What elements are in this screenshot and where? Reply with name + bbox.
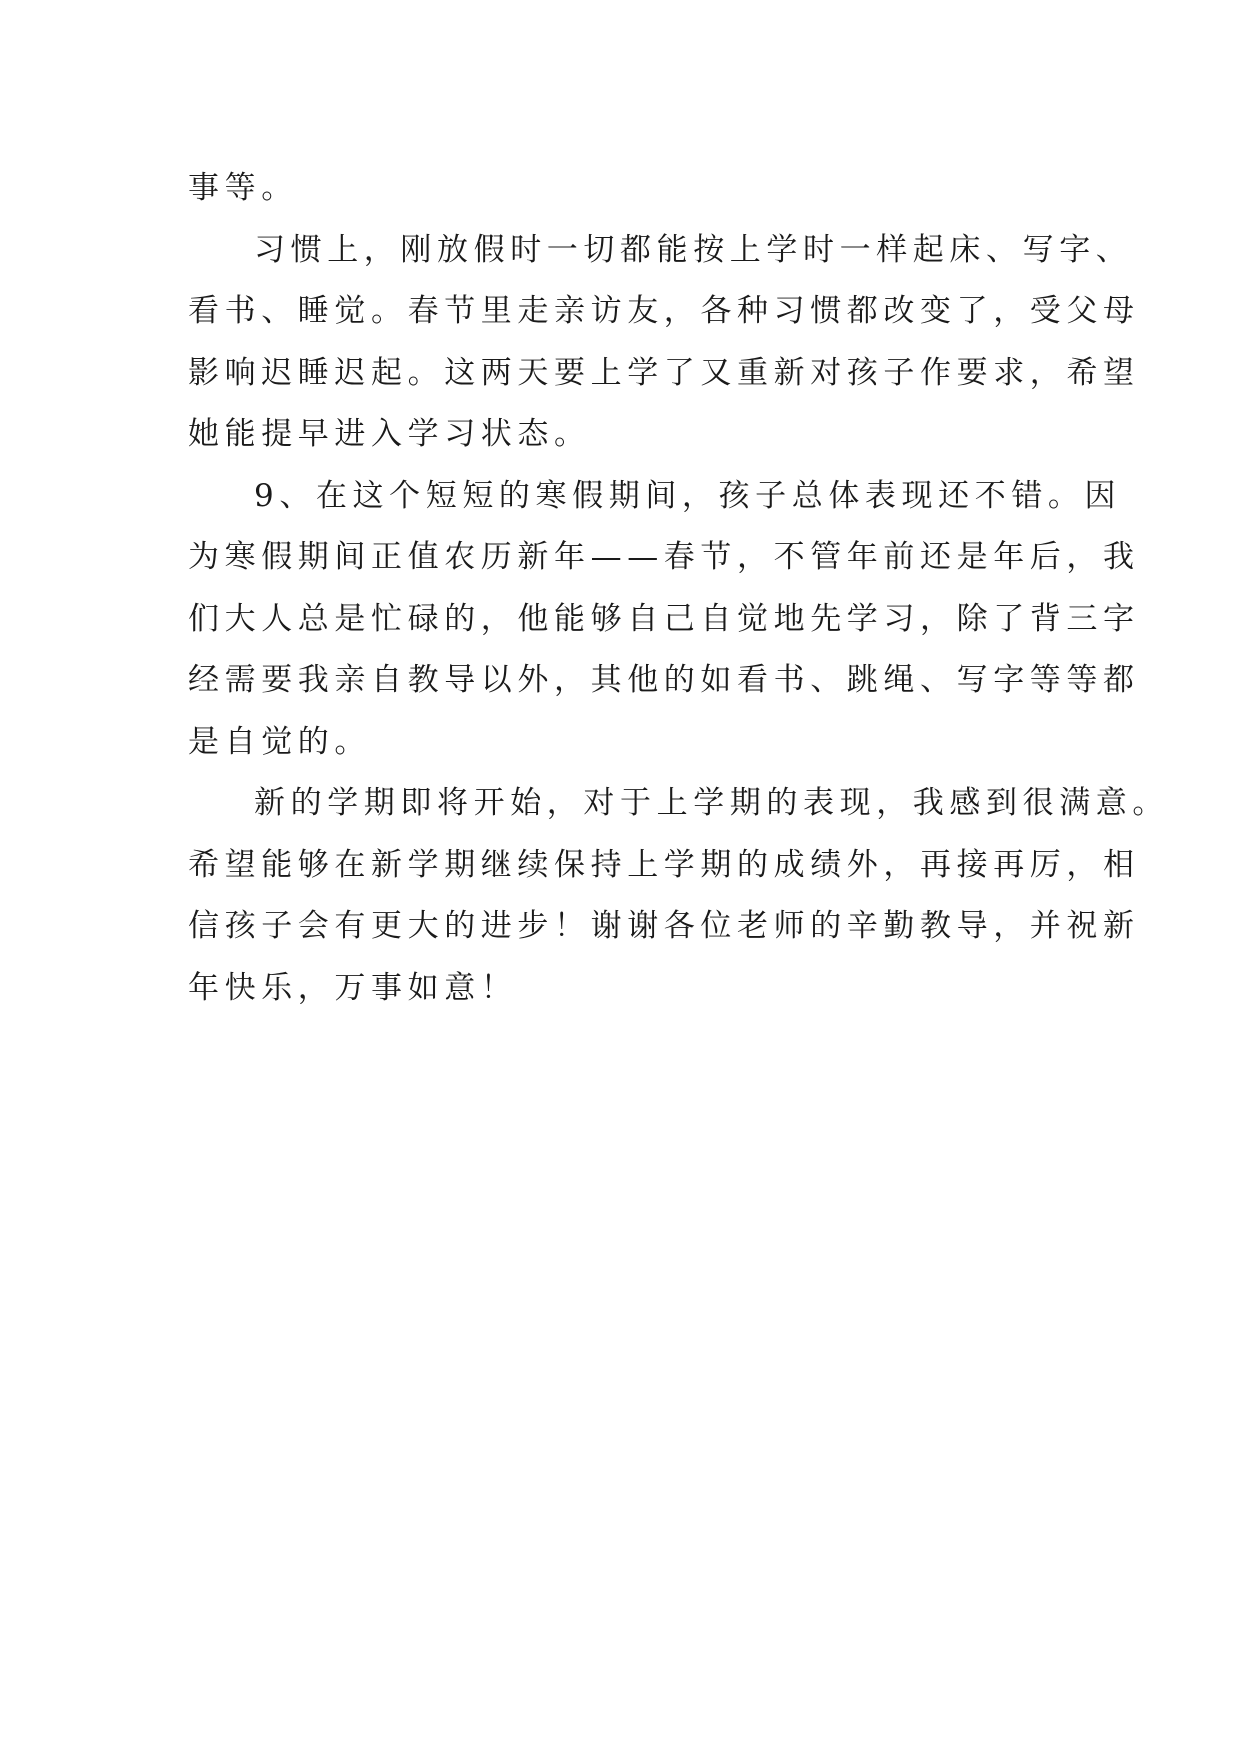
text-line: 她能提早进入学习状态。 [188,416,591,452]
text-line: 希望能够在新学期继续保持上学期的成绩外，再接再厉，相 [188,846,1140,883]
text-line: 年快乐，万事如意！ [188,969,518,1006]
text-line: 信孩子会有更大的进步！谢谢各位老师的辛勤教导，并祝新 [188,908,1140,944]
text-line: 们大人总是忙碌的，他能够自己自觉地先学习，除了背三字 [188,600,1140,637]
text-line: 影响迟睡迟起。这两天要上学了又重新对孩子作要求，希望 [188,354,1140,391]
text-line: 看书、睡觉。春节里走亲访友，各种习惯都改变了，受父母 [188,293,1140,329]
paragraph-start-line: 新的学期即将开始，对于上学期的表现，我感到很满意。 [254,785,1169,821]
text-line: 为寒假期间正值农历新年——春节，不管年前还是年后，我 [188,539,1140,575]
body-text [188,158,1169,1019]
paragraph-start-line: 习惯上，刚放假时一切都能按上学时一样起床、写字、 [254,231,1133,268]
paragraph-start-line: 9、在这个短短的寒假期间，孩子总体表现还不错。因 [254,477,1122,514]
text-line: 经需要我亲自教导以外，其他的如看书、跳绳、写字等等都 [188,662,1140,698]
text-line: 是自觉的。 [188,723,371,760]
text-line: 事等。 [188,170,298,206]
